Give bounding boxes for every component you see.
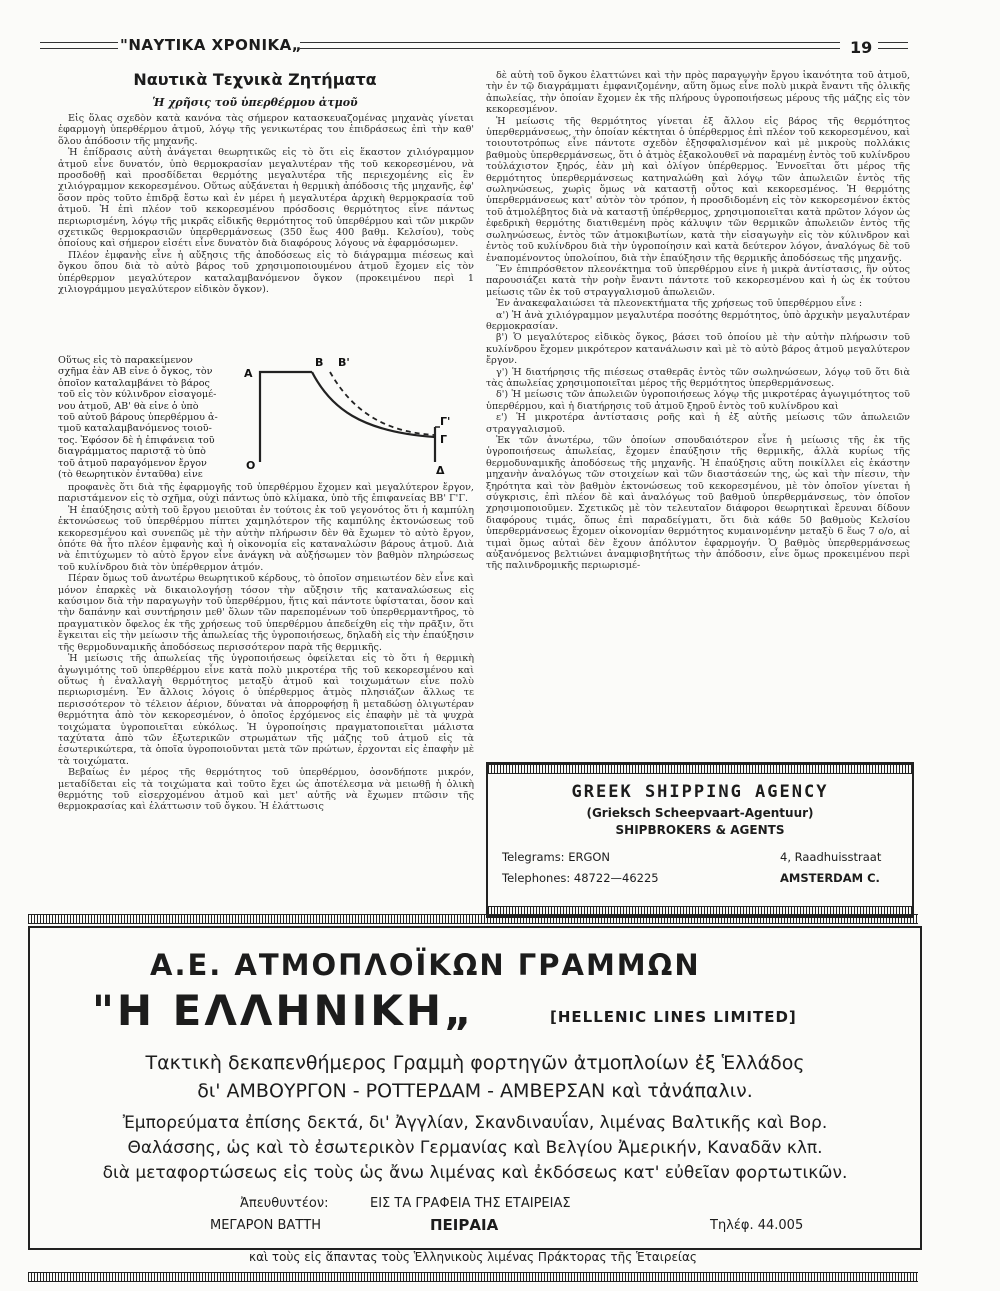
left-flow-line: ὁποῖον καταλαμβάνει τὸ βάρος xyxy=(58,377,210,389)
diagram-label-g-prime: Γ' xyxy=(440,415,451,428)
service-line-1: Τακτικὴ δεκαπενθήμερος Γραμμὴ φορτηγῶν ἀτμοπλοίων ἐξ Ἑλλάδος xyxy=(145,1052,805,1074)
company-english-name: [HELLENIC LINES LIMITED] xyxy=(550,1008,797,1026)
left-flow-line: σχῆμα ἐὰν ΑΒ εἶνε ὁ ὄγκος, τὸν xyxy=(58,366,213,378)
right-paragraph: γ') Ἡ διατήρησις τῆς πιέσεως σταθερᾶς ἐντὸς τῶν σωληνώσεων, λόγῳ τοῦ ὅτι διὰ τὰς ἀπωλείας χρησιμοποιεῖται μέρος τῆς θερμότητος ὑπερθερμάνσεως. xyxy=(486,366,910,389)
agents-footer: καὶ τοὺς εἰς ἅπαντας τοὺς Ἑλληνικοὺς λιμένας Πράκτορας τῆς Ἑταιρείας xyxy=(249,1250,697,1264)
diagram-label-b-prime: Β' xyxy=(338,356,350,369)
agency-telephones: Telephones: 48722—46225 xyxy=(502,871,659,885)
ad-greek-shipping-agency xyxy=(486,762,914,918)
header-rule-right xyxy=(300,42,840,49)
agency-role: SHIPBROKERS & AGENTS xyxy=(615,823,785,837)
right-paragraph: Ἓν ἐπιπρόσθετον πλεονέκτημα τοῦ ὑπερθέρμου εἶνε ἡ μικρὰ ἀντίστασις, ἣν οὗτος παρουσιάζει κατὰ τὴν ροὴν ἔναντι πάντοτε τοῦ κεκορεσμένου καὶ ἡ ὡς ἐκ τούτου μείωσις τῶν ἐκ τοῦ στραγγαλισμοῦ ἀπωλειῶν. xyxy=(486,263,910,298)
diagram-label-a: Α xyxy=(244,367,253,380)
company-line: Α.Ε. ΑΤΜΟΠΛΟΪΚΩΝ ΓΡΑΜΜΩΝ xyxy=(150,948,701,982)
left-top-paragraph: Ἡ ἐπίδρασις αὐτὴ ἀνάγεται θεωρητικῶς εἰς τὸ ὅτι εἰς ἕκαστον χιλιόγραμμον ἀτμοῦ εἶνε δυνατόν, ὑπὸ θερμοκρασίαν μεγαλυτέραν τῆς τοῦ κεκορεσμένου, νὰ προσδοθῇ καὶ προσδίδεται θερμότης μεγαλυτέρα τῆς περιεχομένης εἰς ἓν χιλιόγραμμον κεκορεσμένου. Οὕτως αὐξάνεται ἡ θερμικὴ ἀπόδοσις τῆς μηχανῆς, ἐφ' ὅσον πρὸς τοῦτο ἐπιδρᾷ ἔστω καὶ ἐν μέρει ἡ μεγαλυτέρα ἀρχικὴ θερμοκρασία τοῦ ἀτμοῦ. Ἡ ἐπὶ πλέον τοῦ κεκορεσμένου πρόσδοσις θερμότητος εἶνε πάντως περιωρισμένη, λόγῳ τῆς μικρᾶς εἰδικῆς θερμότητος τοῦ ὑπερθέρμου καὶ τῶν μικρῶν σχετικῶς θερμοκρασιῶν ὑπερθερμάνσεως (350 ἕως 400 βαθμ. Κελσίου), τοὺς ὁποίους καὶ σήμερον εἰσέτι εἶνε δυνατὸν διὰ διαφόρους λόγους νὰ ἐφαρμόσωμεν. xyxy=(58,147,474,250)
right-paragraph: α') Ἡ ἀνὰ χιλιόγραμμον μεγαλυτέρα ποσότης θερμότητος, ὑπὸ ἀρχικὴν μεγαλυτέραν θερμοκρασίαν. xyxy=(486,309,910,332)
address-phone: Τηλέφ. 44.005 xyxy=(710,1218,804,1233)
right-column xyxy=(486,70,910,572)
left-top-paragraph: Πλέον ἐμφανὴς εἶνε ἡ αὔξησις τῆς ἀποδόσεως εἰς τὸ διάγραμμα πιέσεως καὶ ὄγκου ὅπου διὰ τὸ αὐτὸ βάρος τοῦ χρησιμοποιουμένου ἀτμοῦ ἔχομεν εἰς τὸν ὑπέρθερμον μεγαλύτερον καταλαμβανόμενον ὄγκον (προκειμένου περὶ 1 χιλιογράμμου μεγαλύτερον εἰδικὸν ὄγκον). xyxy=(58,249,474,296)
pressure-volume-diagram xyxy=(230,347,470,477)
address-label: Ἀπευθυντέον: xyxy=(240,1196,329,1211)
ad-hellenic-lines xyxy=(28,926,922,1250)
right-paragraph: Ἐν ἀνακεφαλαιώσει τὰ πλεονεκτήματα τῆς χρήσεως τοῦ ὑπερθέρμου εἶνε : xyxy=(496,298,863,310)
right-paragraph: β') Ὁ μεγαλύτερος εἰδικὸς ὄγκος, βάσει τοῦ ὁποίου μὲ τὴν αὐτὴν πλήρωσιν τοῦ κυλίνδρου ἔχομεν μικρότερον κατανάλωσιν καὶ μὲ τὸ αὐτὸ βάρος ἀτμοῦ μεγαλύτερον ἔργον. xyxy=(486,332,910,367)
diagram-label-d: Δ xyxy=(436,464,445,477)
ad-border-hatch xyxy=(488,764,912,774)
left-bottom-paragraph: προφανὲς ὅτι διὰ τῆς ἐφαρμογῆς τοῦ ὑπερθέρμου ἔχομεν καὶ μεγαλύτερον ἔργον, παριστάμενον εἰς τὸ σχῆμα, οὐχὶ πάντως ὑπὸ κλίμακα, ὑπὸ τῆς ἐπιφανείας ΒΒ' Γ'Γ. xyxy=(58,482,474,505)
right-paragraph: δ') Ἡ μείωσις τῶν ἀπωλειῶν ὑγροποιήσεως λόγῳ τῆς μικροτέρας ἀγωγιμότητος τοῦ ὑπερθέρμου, καὶ ἡ διατήρησις τοῦ ἀτμοῦ ξηροῦ ἐντὸς τοῦ κυλίνδρου καὶ xyxy=(486,389,910,412)
left-bottom-paragraph: Ἡ ἐπαύξησις αὐτὴ τοῦ ἔργου μειοῦται ἐν τούτοις ἐκ τοῦ γεγονότος ὅτι ἡ καμπύλη ἐκτονώσεως τοῦ ὑπερθέρμου πίπτει χαμηλότερον τῆς καμπύλης ἐκτονώσεως τοῦ κεκορεσμένου καὶ συνεπῶς μὲ τὴν αὐτὴν πλήρωσιν δὲν θὰ ἔχωμεν τὸ αὐτὸ ἔργον, ὁπότε θὰ ἦτο πλέον ἐμφανὴς καὶ ἡ οἰκονομία εἰς καταναλώσιν βάρους ἀτμοῦ. Διὰ νὰ ἐπιτύχωμεν τὸ αὐτὸ ἔργον εἶνε ἀνάγκη νὰ αὐξήσωμεν τὸν βαθμὸν πληρώσεως τοῦ κυλίνδρου διὰ τὸν ὑπέρθερμον ἀτμόν. xyxy=(58,504,474,573)
section-title: Ναυτικὰ Τεχνικὰ Ζητήματα xyxy=(133,70,377,89)
right-paragraph: ε') Ἡ μικροτέρα ἀντίστασις ροῆς καὶ ἡ ἐξ αὐτῆς μείωσις τῶν ἀπωλειῶν στραγγαλισμοῦ. xyxy=(486,412,910,435)
left-bottom-paragraph: Ἡ μείωσις τῆς ἀπωλείας τῆς ὑγροποιήσεως ὀφείλεται εἰς τὸ ὅτι ἡ θερμικὴ ἀγωγιμότης τοῦ ὑπερθέρμου εἶνε κατὰ πολὺ μικροτέρα τῆς τοῦ κεκορεσμένου καὶ οὕτως ἡ ἐναλλαγὴ θερμότητος μεταξὺ ἀτμοῦ καὶ τοιχωμάτων εἶνε πολὺ περιωρισμένη. Ἐν ἄλλοις λόγοις ὁ ὑπέρθερμος ἀτμὸς πλησιάζων ἄλλως τε περισσότερον τὸ τέλειον ἀέριον, δύναται νὰ ἀπορροφήσῃ ἢ μεταδώσῃ ὀλιγωτέραν θερμότητα ἀπὸ τὸν κεκορεσμένον, ὁ ὁποῖος ἐρχόμενος εἰς ἐπαφὴν μὲ τὰ ψυχρὰ τοιχώματα ὑγροποιεῖται εὐκόλως. Ἡ ὑγροποίησις πραγματοποιεῖται μάλιστα ταχύτατα ἀπὸ τῶν ἐξωτερικῶν στρωμάτων τῆς μάζης τοῦ ἀτμοῦ εἰς τὰ ἐσωτερικώτερα, τὰ ὁποῖα ὑγροποιοῦνται μετὰ τῶν πρώτων, ἐρχονται εἰς ἐπαφὴν μὲ τὰ τοιχώματα. xyxy=(58,653,474,767)
right-paragraph: Ἡ μείωσις τῆς θερμότητος γίνεται ἐξ ἄλλου εἰς βάρος τῆς θερμότητος ὑπερθερμάνσεως, τὴν ὁποίαν κέκτηται ὁ ὑπέρθερμος ἐπὶ πλέον τοῦ κεκορεσμένου, καὶ τοιουτοτρόπως εἶνε πάντοτε σχεδὸν ἐξησφαλισμένον καὶ μὲ μικροὺς πολλάκις βαθμοὺς ὑπερθερμάνσεως, ὅτι ὁ ἀτμὸς ἐξακολουθεῖ νὰ παραμένῃ ἐντὸς τοῦ κυλίνδρου τοὐλάχιστον ξηρός, ἐὰν μὴ καὶ ὀλίγον ὑπέρθερμος. Ἐννοεῖται ὅτι μέρος τῆς θερμότητος ὑπερθερμάνσεως κατηναλώθη καὶ λόγῳ τῶν ἀπωλειῶν ἐντὸς τῆς σωληνώσεως, χωρὶς ὅμως νὰ καταστῇ οὗτος καὶ κεκορεσμένος. Ἡ θερμότης ὑπερθερμάνσεως κατ' αὐτὸν τὸν τρόπον, ἡ προσδιδομένη εἰς τὸν κεκορεσμένον ἐκτὸς τοῦ ἀτμολέβητος διὰ νὰ καταστῇ ὑπέρθερμος, χρησιμοποιεῖται κατὰ πρῶτον λόγον ὡς ἐφεδρικὴ θερμότης διατιθεμένη πρὸς κάλυψιν τῶν θερμικῶν ἀπωλειῶν ἐντὸς τῆς σωληνώσεως, ἐντὸς τῶν ἀτμοκιβωτίων, κατὰ τὴν εἰσαγωγὴν εἰς τὸν κύλινδρον καὶ ἐντὸς τοῦ κυλίνδρου διὰ τὴν ὑγροποίησιν καὶ κατὰ δεύτερον λόγον, ἀναλόγως δὲ τοῦ ἐναπομένοντος ὑπολοίπου, διὰ τὴν ἐπαύξησιν τῆς θερμικῆς ἀποδόσεως τῆς μηχανῆς. xyxy=(486,115,910,264)
cargo-line-2: Θαλάσσης, ὡς καὶ τὸ ἐσωτερικὸν Γερμανίας καὶ Βελγίου Ἀμερικήν, Καναδᾶν κλπ. xyxy=(127,1138,823,1158)
article-subtitle: Ἡ χρῆσις τοῦ ὑπερθέρμου ἀτμοῦ xyxy=(152,96,358,109)
left-flow-line: τοῦ ἀτμοῦ παραγόμενον ἔργον xyxy=(58,457,207,469)
left-flow-line: τος. Ἐφόσον δὲ ἡ ἐπιφάνεια τοῦ xyxy=(58,434,215,446)
left-flow-line: τμοῦ καταλαμβανόμενος τοιοῦ- xyxy=(58,423,212,435)
address-building: ΜΕΓΑΡΟΝ ΒΑΤΤΗ xyxy=(210,1218,321,1233)
header-rule-end xyxy=(878,42,908,49)
left-column-flow xyxy=(58,355,228,480)
company-name: "Η ΕΛΛΗΝΙΚΗ„ xyxy=(92,986,475,1035)
agency-name: GREEK SHIPPING AGENCY xyxy=(571,782,829,802)
left-bottom-paragraph: Βεβαίως ἐν μέρος τῆς θερμότητος τοῦ ὑπερθέρμου, ὁσονδήποτε μικρόν, μεταδίδεται εἰς τὰ τοιχώματα καὶ τοῦτο ἔχει ὡς ἀποτέλεσμα νὰ μειωθῇ ἡ ὁλικὴ θερμότης τοῦ εἰσερχομένου ἀτμοῦ καὶ μετ' αὐτῆς νὰ ἔχωμεν πτῶσιν τῆς θερμοκρασίας καὶ ἐλάττωσιν τοῦ ὄγκου. Ἡ ἐλάττωσις xyxy=(58,767,474,813)
agency-city: AMSTERDAM C. xyxy=(780,871,880,885)
left-flow-line: διαγράμματος παριστᾷ τὸ ὑπὸ xyxy=(58,446,206,458)
left-column-top xyxy=(58,113,474,296)
agency-street: 4, Raadhuisstraat xyxy=(780,850,882,864)
address-city: ΠΕΙΡΑΙΑ xyxy=(430,1216,499,1234)
left-flow-line: (τὸ θεωρητικὸν ἐνταῦθα) εἶνε xyxy=(58,469,203,481)
left-column-bottom xyxy=(58,482,474,813)
left-bottom-paragraph: Πέραν ὅμως τοῦ ἀνωτέρω θεωρητικοῦ κέρδους, τὸ ὁποῖον σημειωτέον δὲν εἶνε καὶ μόνον ἐπαρκὲς νὰ δικαιολογήσῃ τόσον τὴν αὔξησιν τῆς καταναλώσεως εἰς καύσιμον διὰ τὴν παραγωγὴν τοῦ ὑπερθέρμου, ἥτις καὶ πάντοτε ὑφίσταται, ὅσον καὶ τὴν δαπάνην καὶ συντήρησιν μεθ' ὅλων τῶν παρεπομένων τοῦ ὑπερθερμαντῆρος, τὸ πραγματικὸν ὄφελος ἐκ τῆς χρήσεως τοῦ ὑπερθέρμου ἀπεδείχθη εἰς τὴν πρᾶξιν, ὅτι ἔγκειται εἰς τὴν μείωσιν τῆς ἀπωλείας τῆς ὑγροποιήσεως, δηλαδὴ εἰς τὴν ἐπαύξησιν τῆς θερμοδυναμικῆς ἀποδόσεως περισσότερον παρὰ τῆς θερμικῆς. xyxy=(58,573,474,653)
agency-telegrams: Telegrams: ERGON xyxy=(502,850,611,864)
cargo-line-1: Ἐμπορεύματα ἐπίσης δεκτά, δι' Ἀγγλίαν, Σκανδιναυΐαν, λιμένας Βαλτικῆς καὶ Βορ. xyxy=(122,1113,828,1133)
journal-title: "ΝΑΥΤΙΚΑ ΧΡΟΝΙΚΑ„ xyxy=(120,36,303,54)
right-paragraph: Ἐκ τῶν ἀνωτέρω, τῶν ὁποίων σπουδαιότερον εἶνε ἡ μείωσις τῆς ἐκ τῆς ὑγροποιήσεως ἀπωλείας, ἔχομεν ἐπαύξησιν τῆς θερμικῆς, ἀλλὰ κυρίως τῆς θερμοδυναμικῆς ἀποδόσεως τῆς μηχανῆς. Ἡ ἐπαύξησις αὕτη ποικίλλει εἰς ἑκάστην μηχανὴν ἀναλόγως τῶν στοιχείων καὶ τῶν διαστάσεών της, ὡς καὶ τὴν πίεσιν, τὴν ξηρότητα καὶ τὸν βαθμὸν ἐκτονώσεως τοῦ κεκορεσμένου, μὲ τὸν ὁποῖον γίνεται ἡ σύγκρισις, ἐπὶ πλέον δὲ καὶ ἀναλόγως τοῦ βαθμοῦ ὑπερθερμάνσεως, τὸν ὁποῖον χρησιμοποιοῦμεν. Σχετικῶς μὲ τὸν τελευταῖον διάφοροι θεωρητικαὶ ἔρευναι δίδουν διαφόρους τιμάς, ὅπως ἐπὶ παραδείγματι, ὅτι διὰ κάθε 50 βαθμοὺς Κελσίου ὑπερθερμάνσεως ἔχομεν οἰκονομίαν θερμότητος κυμαινομένην μεταξὺ 6 ἕως 7 ο/ο, αἱ τιμαὶ ὅμως αὐταὶ δὲν ἔχουν ἀπόλυτον ἐφαρμογήν. Ὁ βαθμὸς ὑπερθερμάνσεως αὐξανόμενος βελτιώνει ἀναμφισβητήτως τὴν ἀπόδοσιν, εἶνε ὅμως προκειμένου περὶ τῆς παλινδρομικῆς περιωρισμέ- xyxy=(486,435,910,572)
left-flow-line: νου ἀτμοῦ, ΑΒ' θὰ εἶνε ὁ ὑπὸ xyxy=(58,400,199,412)
address-offices: ΕΙΣ ΤΑ ΓΡΑΦΕΙΑ ΤΗΣ ΕΤΑΙΡΕΙΑΣ xyxy=(370,1196,571,1211)
diagram-label-o: Ο xyxy=(246,459,256,472)
left-flow-line: τοῦ αὐτοῦ βάρους ὑπερθέρμου ἀ- xyxy=(58,412,218,424)
right-paragraph: δὲ αὐτὴ τοῦ ὄγκου ἐλαττώνει καὶ τὴν πρὸς παραγωγὴν ἔργου ἱκανότητα τοῦ ἀτμοῦ, τὴν ἐν τῷ διαγράμματι ἐμφανιζομένην, αὕτη ὅμως εἶνε πολὺ μικρὰ ἔναντι τῆς ὁλικῆς ἀπωλείας, τὴν ὁποίαν ἔχομεν ἐκ τῆς πλήρους ὑγροποιήσεως μέρους τῆς μάζης εἰς τὸν κεκορεσμένον. xyxy=(486,70,910,116)
diagram-label-b: Β xyxy=(315,356,324,369)
service-line-2: δι' ΑΜΒΟΥΡΓΟΝ - ΡΟΤΤΕΡΔΑΜ - ΑΜΒΕΡΣΑΝ καὶ τἀνάπαλιν. xyxy=(197,1080,753,1102)
ad2-bottom-hatch xyxy=(28,1272,918,1282)
agency-dutch-name: (Grieksch Scheepvaart-Agentuur) xyxy=(586,806,814,820)
ad2-top-hatch xyxy=(28,914,918,924)
left-flow-line: τοῦ εἰς τὸν κύλινδρον εἰσαγομέ- xyxy=(58,389,217,401)
header-rule-left xyxy=(40,42,118,49)
page-number: 19 xyxy=(850,38,873,57)
left-flow-line: Οὕτως εἰς τὸ παρακείμενον xyxy=(58,355,193,366)
left-top-paragraph: Εἰς ὅλας σχεδὸν κατὰ κανόνα τὰς σήμερον κατασκευαζομένας μηχανὰς γίνεται ἐφαρμογὴ ὑπερθέρμου ἀτμοῦ, λόγῳ τῆς γενικωτέρας του ἐπιδράσεως ἐπὶ τὴν καθ' ὅλου ἀπόδοσιν τῆς μηχανῆς. xyxy=(58,113,474,147)
diagram-label-g: Γ xyxy=(440,433,448,446)
cargo-line-3: διὰ μεταφορτώσεως εἰς τοὺς ὡς ἄνω λιμένας καὶ ἐκδόσεως κατ' εὐθεῖαν φορτωτικῶν. xyxy=(102,1163,848,1183)
